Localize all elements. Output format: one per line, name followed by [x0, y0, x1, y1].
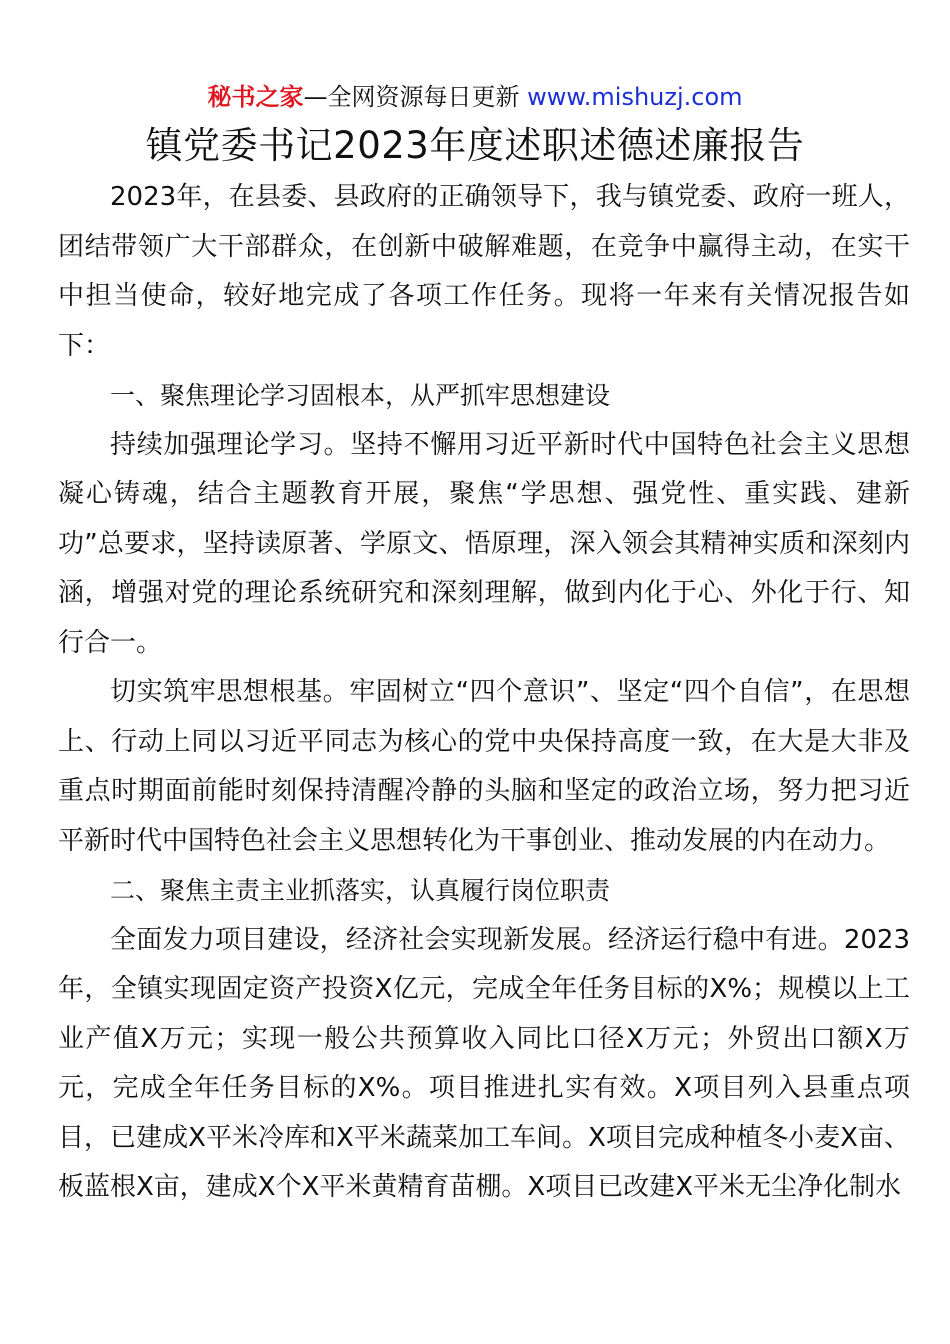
site-url[interactable]: www.mishuzj.com — [519, 83, 743, 111]
body-paragraph: 切实筑牢思想根基。牢固树立“四个意识”、坚定“四个自信”，在思想上、行动上同以习近平同志为核心的党中央保持高度一致，在大是大非及重点时期面前能时刻保持清醒冷静的头脑和坚定的政治立场，努力把习近平新时代中国特色社会主义思想转化为干事创业、推动发展的内在动力。 — [58, 677, 910, 856]
document-title: 镇党委书记2023年度述职述德述廉报告 — [145, 124, 805, 167]
intro-paragraph: 2023年，在县委、县政府的正确领导下，我与镇党委、政府一班人，团结带领广大干部群众，在创新中破解难题，在竞争中赢得主动，在实干中担当使命，较好地完成了各项工作任务。现将一年来有关情况报告如下： — [58, 182, 910, 361]
section-heading-1: 一、聚焦理论学习固根本，从严抓牢思想建设 — [110, 381, 611, 410]
header-slogan: —全网资源每日更新 — [303, 83, 520, 111]
body-paragraph: 全面发力项目建设，经济社会实现新发展。经济运行稳中有进。2023年，全镇实现固定资产投资X亿元，完成全年任务目标的X%；规模以上工业产值X万元；实现一般公共预算收入同比口径X万元；外贸出口额X万元，完成全年任务目标的X%。项目推进扎实有效。X项目列入县重点项目，已建成X平米冷库和X平米蔬菜加工车间。X项目完成种植冬小麦X亩、板蓝根X亩，建成X个X平米黄精育苗棚。X项目已改建X平米无尘净化制水 — [58, 924, 910, 1202]
site-header — [0, 80, 950, 114]
brand-name: 秘书之家 — [207, 83, 304, 111]
section-heading-2: 二、聚焦主责主业抓落实，认真履行岗位职责 — [110, 876, 611, 905]
document-body — [58, 173, 910, 1213]
body-paragraph: 持续加强理论学习。坚持不懈用习近平新时代中国特色社会主义思想凝心铸魂，结合主题教育开展，聚焦“学思想、强党性、重实践、建新功”总要求，坚持读原著、学原文、悟原理，深入领会其精神实质和深刻内涵，增强对党的理论系统研究和深刻理解，做到内化于心、外化于行、知行合一。 — [58, 429, 910, 658]
